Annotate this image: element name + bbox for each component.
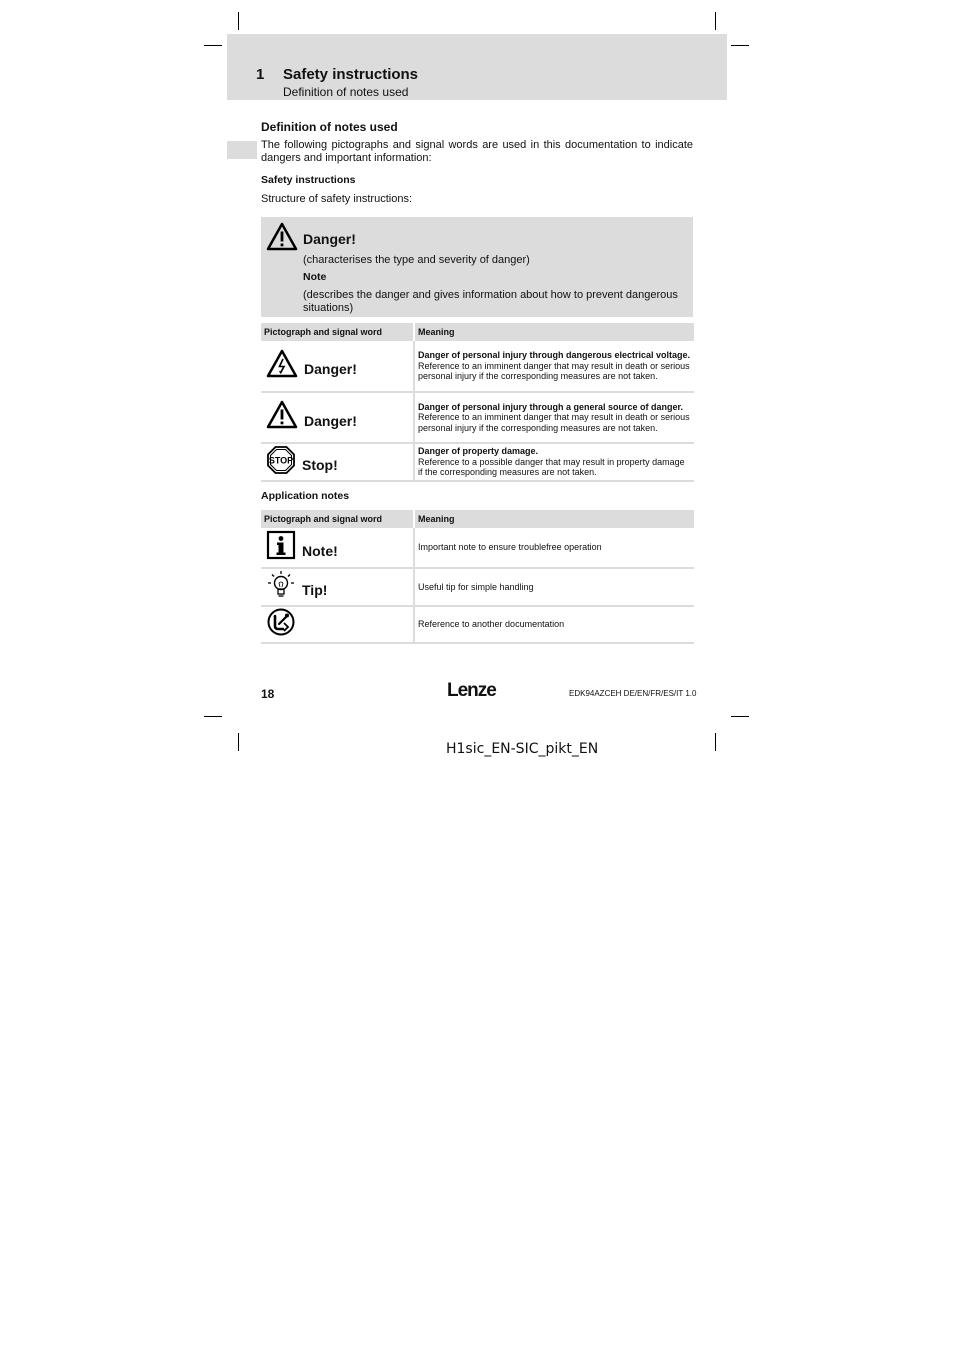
chapter-number: 1 [256,66,265,83]
safety-structure-box [261,217,693,317]
signal-word: Danger! [304,361,357,377]
meaning-text: Reference to a possible danger that may result in property damage if the corresponding measures are not taken. [418,456,685,478]
crop-mark [204,45,222,46]
intro-paragraph: The following pictographs and signal words are used in this documentation to indicate dangers and important information: [261,139,693,164]
table-row [261,568,694,606]
meaning-text: Reference to an imminent danger that may result in death or serious personal injury if the corresponding measures are not taken. [418,360,690,382]
column-header-pictograph: Pictograph and signal word [261,323,414,341]
application-pictograph-table [261,510,694,644]
box-line-description: (describes the danger and gives information about how to prevent dangerous situations) [303,289,678,314]
document-id: EDK94AZCEH DE/EN/FR/ES/IT 1.0 [569,689,697,698]
crop-mark [715,12,716,30]
meaning-title: Danger of personal injury through a general source of danger. [418,401,684,412]
meaning-title: Danger of property damage. [418,446,539,457]
meaning-text: Reference to an imminent danger that may result in death or serious personal injury if the corresponding measures are not taken. [418,412,690,433]
page-number: 18 [261,687,275,701]
chapter-title: Safety instructions [283,66,419,83]
crop-mark [715,733,716,751]
reference-icon [266,607,296,642]
signal-word: Note! [302,542,338,559]
table-row [261,606,694,643]
table-row [261,443,694,481]
meaning-text: Important note to ensure troublefree operation [414,528,694,568]
general-danger-icon [266,400,298,435]
table-row [261,528,694,568]
svg-text:STOP: STOP [268,455,294,465]
meaning-text: Useful tip for simple handling [414,568,694,606]
safety-pictograph-table [261,323,694,482]
box-title: Danger! [303,231,356,247]
application-notes-heading: Application notes [261,490,350,502]
table-row [261,341,694,392]
crop-mark [731,716,749,717]
safety-instructions-heading: Safety instructions [261,174,356,186]
table-row [261,392,694,443]
box-line-severity: (characterises the type and severity of danger) [303,254,530,266]
warning-triangle-icon [266,222,298,257]
info-icon [266,530,296,565]
lightbulb-icon [266,570,296,605]
electrical-danger-icon [266,349,298,384]
section-heading: Definition of notes used [261,120,398,134]
crop-mark [238,733,239,751]
signal-word: Tip! [302,582,328,598]
column-header-meaning: Meaning [414,510,694,528]
box-note-label: Note [303,271,327,283]
meaning-text: Reference to another documentation [414,606,694,643]
margin-marker [227,141,257,159]
signal-word: Danger! [304,412,357,429]
lenze-logo: Lenze [447,680,496,701]
signal-word: Stop! [302,457,338,473]
column-header-meaning: Meaning [414,323,694,341]
meaning-title: Danger of personal injury through dangerous electrical voltage. [418,350,691,361]
structure-label: Structure of safety instructions: [261,193,413,205]
file-label: H1sic_EN-SIC_pikt_EN [446,741,599,757]
column-header-pictograph: Pictograph and signal word [261,510,414,528]
crop-mark [238,12,239,30]
section-subtitle: Definition of notes used [283,85,409,99]
crop-mark [731,45,749,46]
stop-sign-icon [266,445,296,480]
crop-mark [204,716,222,717]
